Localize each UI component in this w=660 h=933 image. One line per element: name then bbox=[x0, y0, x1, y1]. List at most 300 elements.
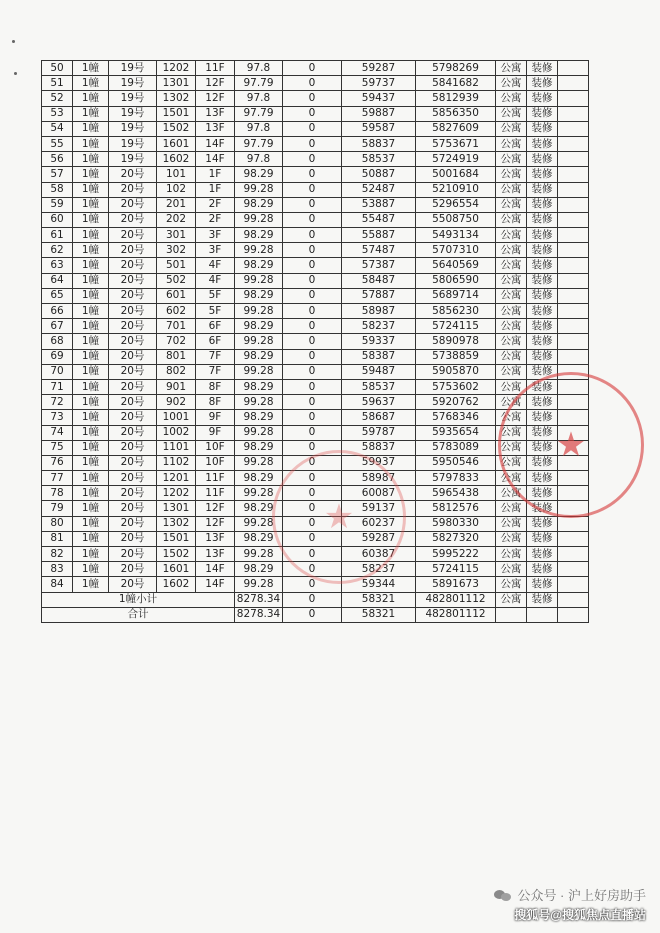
cell-type: 公寓 bbox=[496, 76, 527, 91]
seal-star-icon: ★ bbox=[323, 497, 355, 537]
cell-type: 公寓 bbox=[496, 212, 527, 227]
cell-floor: 2F bbox=[196, 212, 235, 227]
cell-zero: 0 bbox=[283, 425, 342, 440]
table-body bbox=[42, 61, 589, 593]
cell-total: 5798269 bbox=[416, 61, 496, 76]
cell-decoration: 装修 bbox=[527, 167, 558, 182]
cell-area: 99.28 bbox=[235, 364, 283, 379]
cell-no: 55 bbox=[42, 136, 73, 151]
cell-zero: 0 bbox=[283, 258, 342, 273]
watermark-footer bbox=[494, 885, 646, 923]
cell-room: 1601 bbox=[157, 136, 196, 151]
cell-room: 102 bbox=[157, 182, 196, 197]
cell-room: 1501 bbox=[157, 531, 196, 546]
cell-room: 802 bbox=[157, 364, 196, 379]
cell-zero: 0 bbox=[283, 106, 342, 121]
cell-room: 801 bbox=[157, 349, 196, 364]
cell-decoration: 装修 bbox=[527, 486, 558, 501]
cell-room: 1601 bbox=[157, 562, 196, 577]
grand-total-unit-price: 58321 bbox=[342, 607, 416, 622]
cell-unit-price: 59737 bbox=[342, 76, 416, 91]
cell-floor: 6F bbox=[196, 319, 235, 334]
cell-unit-price: 58387 bbox=[342, 349, 416, 364]
table-row bbox=[42, 471, 589, 486]
cell-area: 99.28 bbox=[235, 547, 283, 562]
cell-room: 702 bbox=[157, 334, 196, 349]
cell-no: 65 bbox=[42, 288, 73, 303]
cell-area: 99.28 bbox=[235, 182, 283, 197]
cell-type: 公寓 bbox=[496, 288, 527, 303]
cell-unit: 20号 bbox=[109, 379, 157, 394]
cell-blank bbox=[558, 121, 589, 136]
cell-area: 98.29 bbox=[235, 228, 283, 243]
cell-decoration: 装修 bbox=[527, 212, 558, 227]
cell-total: 5210910 bbox=[416, 182, 496, 197]
cell-total: 5827320 bbox=[416, 531, 496, 546]
cell-type: 公寓 bbox=[496, 547, 527, 562]
cell-decoration: 装修 bbox=[527, 364, 558, 379]
cell-unit-price: 59344 bbox=[342, 577, 416, 592]
cell-floor: 1F bbox=[196, 182, 235, 197]
cell-room: 901 bbox=[157, 379, 196, 394]
cell-unit-price: 59637 bbox=[342, 395, 416, 410]
cell-room: 1202 bbox=[157, 61, 196, 76]
cell-blank bbox=[558, 440, 589, 455]
cell-no: 64 bbox=[42, 273, 73, 288]
cell-unit: 20号 bbox=[109, 440, 157, 455]
cell-floor: 4F bbox=[196, 273, 235, 288]
cell-type: 公寓 bbox=[496, 91, 527, 106]
cell-unit: 19号 bbox=[109, 61, 157, 76]
table-row bbox=[42, 364, 589, 379]
cell-no: 75 bbox=[42, 440, 73, 455]
cell-room: 1501 bbox=[157, 106, 196, 121]
cell-room: 1602 bbox=[157, 577, 196, 592]
wechat-icon bbox=[494, 888, 512, 902]
cell-decoration: 装修 bbox=[527, 455, 558, 470]
cell-floor: 7F bbox=[196, 364, 235, 379]
cell-total: 5724115 bbox=[416, 319, 496, 334]
cell-area: 97.79 bbox=[235, 136, 283, 151]
cell-area: 98.29 bbox=[235, 531, 283, 546]
wechat-account-text: 公众号 · 沪上好房助手 bbox=[517, 888, 646, 903]
cell-total: 5935654 bbox=[416, 425, 496, 440]
cell-no: 71 bbox=[42, 379, 73, 394]
cell-total: 5812939 bbox=[416, 91, 496, 106]
cell-floor: 12F bbox=[196, 501, 235, 516]
cell-zero: 0 bbox=[283, 61, 342, 76]
cell-blank bbox=[558, 228, 589, 243]
table-row bbox=[42, 531, 589, 546]
cell-decoration: 装修 bbox=[527, 258, 558, 273]
cell-blank bbox=[558, 167, 589, 182]
grand-total-blank bbox=[558, 607, 589, 622]
cell-unit: 20号 bbox=[109, 410, 157, 425]
cell-unit-price: 58837 bbox=[342, 440, 416, 455]
cell-no: 68 bbox=[42, 334, 73, 349]
cell-no: 57 bbox=[42, 167, 73, 182]
cell-floor: 11F bbox=[196, 486, 235, 501]
cell-type: 公寓 bbox=[496, 562, 527, 577]
cell-blank bbox=[558, 258, 589, 273]
cell-unit: 19号 bbox=[109, 136, 157, 151]
cell-blank bbox=[558, 243, 589, 258]
cell-floor: 9F bbox=[196, 410, 235, 425]
cell-decoration: 装修 bbox=[527, 379, 558, 394]
cell-blank bbox=[558, 334, 589, 349]
cell-no: 61 bbox=[42, 228, 73, 243]
cell-no: 82 bbox=[42, 547, 73, 562]
cell-unit: 19号 bbox=[109, 121, 157, 136]
cell-area: 97.8 bbox=[235, 121, 283, 136]
cell-decoration: 装修 bbox=[527, 531, 558, 546]
cell-type: 公寓 bbox=[496, 319, 527, 334]
cell-decoration: 装修 bbox=[527, 288, 558, 303]
grand-total-zero: 0 bbox=[283, 607, 342, 622]
cell-area: 97.8 bbox=[235, 91, 283, 106]
cell-area: 99.28 bbox=[235, 243, 283, 258]
cell-blank bbox=[558, 106, 589, 121]
scan-speck bbox=[12, 40, 15, 43]
cell-area: 97.79 bbox=[235, 76, 283, 91]
cell-unit-price: 59137 bbox=[342, 501, 416, 516]
cell-unit-price: 58237 bbox=[342, 562, 416, 577]
cell-room: 1602 bbox=[157, 152, 196, 167]
cell-total: 5980330 bbox=[416, 516, 496, 531]
cell-area: 98.29 bbox=[235, 167, 283, 182]
cell-building: 1幢 bbox=[73, 167, 109, 182]
grand-total-total: 482801112 bbox=[416, 607, 496, 622]
cell-no: 62 bbox=[42, 243, 73, 258]
grand-total-blank bbox=[527, 607, 558, 622]
cell-total: 5724115 bbox=[416, 562, 496, 577]
cell-unit: 20号 bbox=[109, 258, 157, 273]
cell-total: 5890978 bbox=[416, 334, 496, 349]
cell-unit: 19号 bbox=[109, 152, 157, 167]
cell-blank bbox=[558, 288, 589, 303]
cell-unit-price: 55487 bbox=[342, 212, 416, 227]
cell-unit: 20号 bbox=[109, 395, 157, 410]
cell-zero: 0 bbox=[283, 136, 342, 151]
cell-unit-price: 58987 bbox=[342, 304, 416, 319]
cell-blank bbox=[558, 501, 589, 516]
cell-no: 53 bbox=[42, 106, 73, 121]
subtotal-label: 1幢小计 bbox=[42, 592, 235, 607]
cell-building: 1幢 bbox=[73, 273, 109, 288]
cell-unit: 19号 bbox=[109, 91, 157, 106]
cell-blank bbox=[558, 379, 589, 394]
cell-blank bbox=[558, 304, 589, 319]
cell-zero: 0 bbox=[283, 319, 342, 334]
cell-zero: 0 bbox=[283, 182, 342, 197]
cell-total: 5707310 bbox=[416, 243, 496, 258]
cell-area: 98.29 bbox=[235, 349, 283, 364]
cell-unit: 20号 bbox=[109, 167, 157, 182]
cell-unit-price: 58837 bbox=[342, 136, 416, 151]
cell-type: 公寓 bbox=[496, 364, 527, 379]
cell-type: 公寓 bbox=[496, 501, 527, 516]
cell-floor: 12F bbox=[196, 76, 235, 91]
cell-total: 5493134 bbox=[416, 228, 496, 243]
cell-unit: 20号 bbox=[109, 577, 157, 592]
cell-unit: 20号 bbox=[109, 319, 157, 334]
cell-zero: 0 bbox=[283, 471, 342, 486]
cell-no: 60 bbox=[42, 212, 73, 227]
cell-total: 5738859 bbox=[416, 349, 496, 364]
cell-floor: 5F bbox=[196, 288, 235, 303]
cell-area: 99.28 bbox=[235, 577, 283, 592]
cell-total: 5920762 bbox=[416, 395, 496, 410]
table-row bbox=[42, 243, 589, 258]
cell-building: 1幢 bbox=[73, 501, 109, 516]
cell-total: 5856350 bbox=[416, 106, 496, 121]
cell-room: 1301 bbox=[157, 501, 196, 516]
grand-total-area: 8278.34 bbox=[235, 607, 283, 622]
cell-unit: 20号 bbox=[109, 228, 157, 243]
cell-total: 5995222 bbox=[416, 547, 496, 562]
price-list-table bbox=[41, 60, 589, 623]
cell-unit-price: 58237 bbox=[342, 319, 416, 334]
cell-floor: 14F bbox=[196, 562, 235, 577]
cell-room: 301 bbox=[157, 228, 196, 243]
cell-floor: 3F bbox=[196, 228, 235, 243]
cell-blank bbox=[558, 61, 589, 76]
table-row bbox=[42, 486, 589, 501]
cell-unit: 20号 bbox=[109, 349, 157, 364]
table-row bbox=[42, 379, 589, 394]
cell-floor: 8F bbox=[196, 395, 235, 410]
table-row bbox=[42, 152, 589, 167]
cell-total: 5841682 bbox=[416, 76, 496, 91]
cell-building: 1幢 bbox=[73, 106, 109, 121]
cell-unit-price: 52487 bbox=[342, 182, 416, 197]
cell-no: 76 bbox=[42, 455, 73, 470]
cell-blank bbox=[558, 364, 589, 379]
cell-floor: 12F bbox=[196, 91, 235, 106]
cell-decoration: 装修 bbox=[527, 562, 558, 577]
table-row bbox=[42, 395, 589, 410]
cell-total: 5753671 bbox=[416, 136, 496, 151]
cell-decoration: 装修 bbox=[527, 334, 558, 349]
subtotal-decoration: 装修 bbox=[527, 592, 558, 607]
cell-zero: 0 bbox=[283, 501, 342, 516]
table-row bbox=[42, 167, 589, 182]
cell-area: 98.29 bbox=[235, 501, 283, 516]
cell-unit-price: 58537 bbox=[342, 379, 416, 394]
table-row bbox=[42, 547, 589, 562]
cell-type: 公寓 bbox=[496, 440, 527, 455]
cell-area: 98.29 bbox=[235, 410, 283, 425]
cell-area: 98.29 bbox=[235, 258, 283, 273]
cell-zero: 0 bbox=[283, 349, 342, 364]
cell-building: 1幢 bbox=[73, 136, 109, 151]
cell-room: 1301 bbox=[157, 76, 196, 91]
subtotal-zero: 0 bbox=[283, 592, 342, 607]
cell-building: 1幢 bbox=[73, 197, 109, 212]
cell-unit: 20号 bbox=[109, 547, 157, 562]
cell-zero: 0 bbox=[283, 121, 342, 136]
cell-unit: 20号 bbox=[109, 212, 157, 227]
cell-area: 97.8 bbox=[235, 61, 283, 76]
cell-unit-price: 59287 bbox=[342, 61, 416, 76]
cell-unit-price: 57887 bbox=[342, 288, 416, 303]
cell-no: 59 bbox=[42, 197, 73, 212]
cell-building: 1幢 bbox=[73, 455, 109, 470]
cell-unit-price: 58537 bbox=[342, 152, 416, 167]
cell-type: 公寓 bbox=[496, 243, 527, 258]
cell-area: 98.29 bbox=[235, 379, 283, 394]
cell-no: 70 bbox=[42, 364, 73, 379]
cell-zero: 0 bbox=[283, 455, 342, 470]
cell-unit-price: 60087 bbox=[342, 486, 416, 501]
subtotal-unit-price: 58321 bbox=[342, 592, 416, 607]
table-row bbox=[42, 106, 589, 121]
cell-zero: 0 bbox=[283, 288, 342, 303]
cell-building: 1幢 bbox=[73, 121, 109, 136]
cell-blank bbox=[558, 182, 589, 197]
table-row bbox=[42, 197, 589, 212]
table-row bbox=[42, 136, 589, 151]
cell-zero: 0 bbox=[283, 304, 342, 319]
cell-type: 公寓 bbox=[496, 152, 527, 167]
cell-total: 5806590 bbox=[416, 273, 496, 288]
cell-zero: 0 bbox=[283, 273, 342, 288]
cell-type: 公寓 bbox=[496, 471, 527, 486]
subtotal-type: 公寓 bbox=[496, 592, 527, 607]
cell-no: 56 bbox=[42, 152, 73, 167]
cell-building: 1幢 bbox=[73, 182, 109, 197]
cell-type: 公寓 bbox=[496, 304, 527, 319]
cell-unit: 20号 bbox=[109, 455, 157, 470]
cell-building: 1幢 bbox=[73, 243, 109, 258]
cell-type: 公寓 bbox=[496, 273, 527, 288]
cell-floor: 7F bbox=[196, 349, 235, 364]
cell-decoration: 装修 bbox=[527, 577, 558, 592]
cell-decoration: 装修 bbox=[527, 228, 558, 243]
cell-building: 1幢 bbox=[73, 228, 109, 243]
cell-unit: 19号 bbox=[109, 106, 157, 121]
cell-building: 1幢 bbox=[73, 486, 109, 501]
cell-no: 83 bbox=[42, 562, 73, 577]
cell-blank bbox=[558, 547, 589, 562]
cell-no: 58 bbox=[42, 182, 73, 197]
cell-type: 公寓 bbox=[496, 425, 527, 440]
cell-total: 5768346 bbox=[416, 410, 496, 425]
cell-floor: 10F bbox=[196, 455, 235, 470]
cell-no: 79 bbox=[42, 501, 73, 516]
cell-building: 1幢 bbox=[73, 76, 109, 91]
cell-blank bbox=[558, 471, 589, 486]
cell-unit-price: 60387 bbox=[342, 547, 416, 562]
cell-unit: 20号 bbox=[109, 304, 157, 319]
cell-total: 5797833 bbox=[416, 471, 496, 486]
cell-total: 5891673 bbox=[416, 577, 496, 592]
cell-blank bbox=[558, 531, 589, 546]
cell-zero: 0 bbox=[283, 547, 342, 562]
cell-zero: 0 bbox=[283, 91, 342, 106]
cell-type: 公寓 bbox=[496, 106, 527, 121]
cell-zero: 0 bbox=[283, 197, 342, 212]
cell-decoration: 装修 bbox=[527, 121, 558, 136]
cell-no: 63 bbox=[42, 258, 73, 273]
cell-blank bbox=[558, 319, 589, 334]
cell-room: 302 bbox=[157, 243, 196, 258]
subtotal-area: 8278.34 bbox=[235, 592, 283, 607]
cell-decoration: 装修 bbox=[527, 76, 558, 91]
cell-unit-price: 50887 bbox=[342, 167, 416, 182]
cell-area: 99.28 bbox=[235, 273, 283, 288]
table-row bbox=[42, 212, 589, 227]
cell-blank bbox=[558, 152, 589, 167]
cell-blank bbox=[558, 349, 589, 364]
cell-decoration: 装修 bbox=[527, 152, 558, 167]
cell-unit-price: 58687 bbox=[342, 410, 416, 425]
cell-building: 1幢 bbox=[73, 440, 109, 455]
cell-floor: 3F bbox=[196, 243, 235, 258]
cell-floor: 13F bbox=[196, 531, 235, 546]
cell-unit: 20号 bbox=[109, 334, 157, 349]
table-row bbox=[42, 228, 589, 243]
cell-unit-price: 59437 bbox=[342, 91, 416, 106]
cell-building: 1幢 bbox=[73, 319, 109, 334]
cell-floor: 13F bbox=[196, 106, 235, 121]
cell-unit-price: 58987 bbox=[342, 471, 416, 486]
cell-area: 98.29 bbox=[235, 319, 283, 334]
cell-building: 1幢 bbox=[73, 288, 109, 303]
cell-unit: 20号 bbox=[109, 243, 157, 258]
cell-unit-price: 58487 bbox=[342, 273, 416, 288]
cell-room: 1502 bbox=[157, 121, 196, 136]
cell-type: 公寓 bbox=[496, 228, 527, 243]
cell-blank bbox=[558, 455, 589, 470]
cell-no: 74 bbox=[42, 425, 73, 440]
cell-area: 99.28 bbox=[235, 486, 283, 501]
cell-room: 1502 bbox=[157, 547, 196, 562]
cell-blank bbox=[558, 486, 589, 501]
cell-type: 公寓 bbox=[496, 334, 527, 349]
cell-type: 公寓 bbox=[496, 121, 527, 136]
cell-room: 902 bbox=[157, 395, 196, 410]
cell-room: 1101 bbox=[157, 440, 196, 455]
table-row bbox=[42, 349, 589, 364]
cell-decoration: 装修 bbox=[527, 243, 558, 258]
cell-unit-price: 55887 bbox=[342, 228, 416, 243]
cell-decoration: 装修 bbox=[527, 106, 558, 121]
cell-building: 1幢 bbox=[73, 379, 109, 394]
table-row bbox=[42, 304, 589, 319]
cell-area: 99.28 bbox=[235, 516, 283, 531]
cell-unit-price: 59787 bbox=[342, 425, 416, 440]
sohu-watermark-text: 搜狐号@搜狐焦点直播站 bbox=[514, 908, 646, 922]
cell-total: 5689714 bbox=[416, 288, 496, 303]
table-row bbox=[42, 182, 589, 197]
cell-floor: 4F bbox=[196, 258, 235, 273]
cell-blank bbox=[558, 76, 589, 91]
table-row bbox=[42, 76, 589, 91]
cell-unit: 20号 bbox=[109, 531, 157, 546]
cell-zero: 0 bbox=[283, 212, 342, 227]
cell-building: 1幢 bbox=[73, 304, 109, 319]
cell-building: 1幢 bbox=[73, 152, 109, 167]
cell-no: 69 bbox=[42, 349, 73, 364]
cell-zero: 0 bbox=[283, 486, 342, 501]
cell-blank bbox=[558, 516, 589, 531]
cell-room: 502 bbox=[157, 273, 196, 288]
cell-zero: 0 bbox=[283, 152, 342, 167]
cell-unit-price: 59887 bbox=[342, 106, 416, 121]
table-row bbox=[42, 425, 589, 440]
seal-star-icon: ★ bbox=[555, 425, 587, 465]
